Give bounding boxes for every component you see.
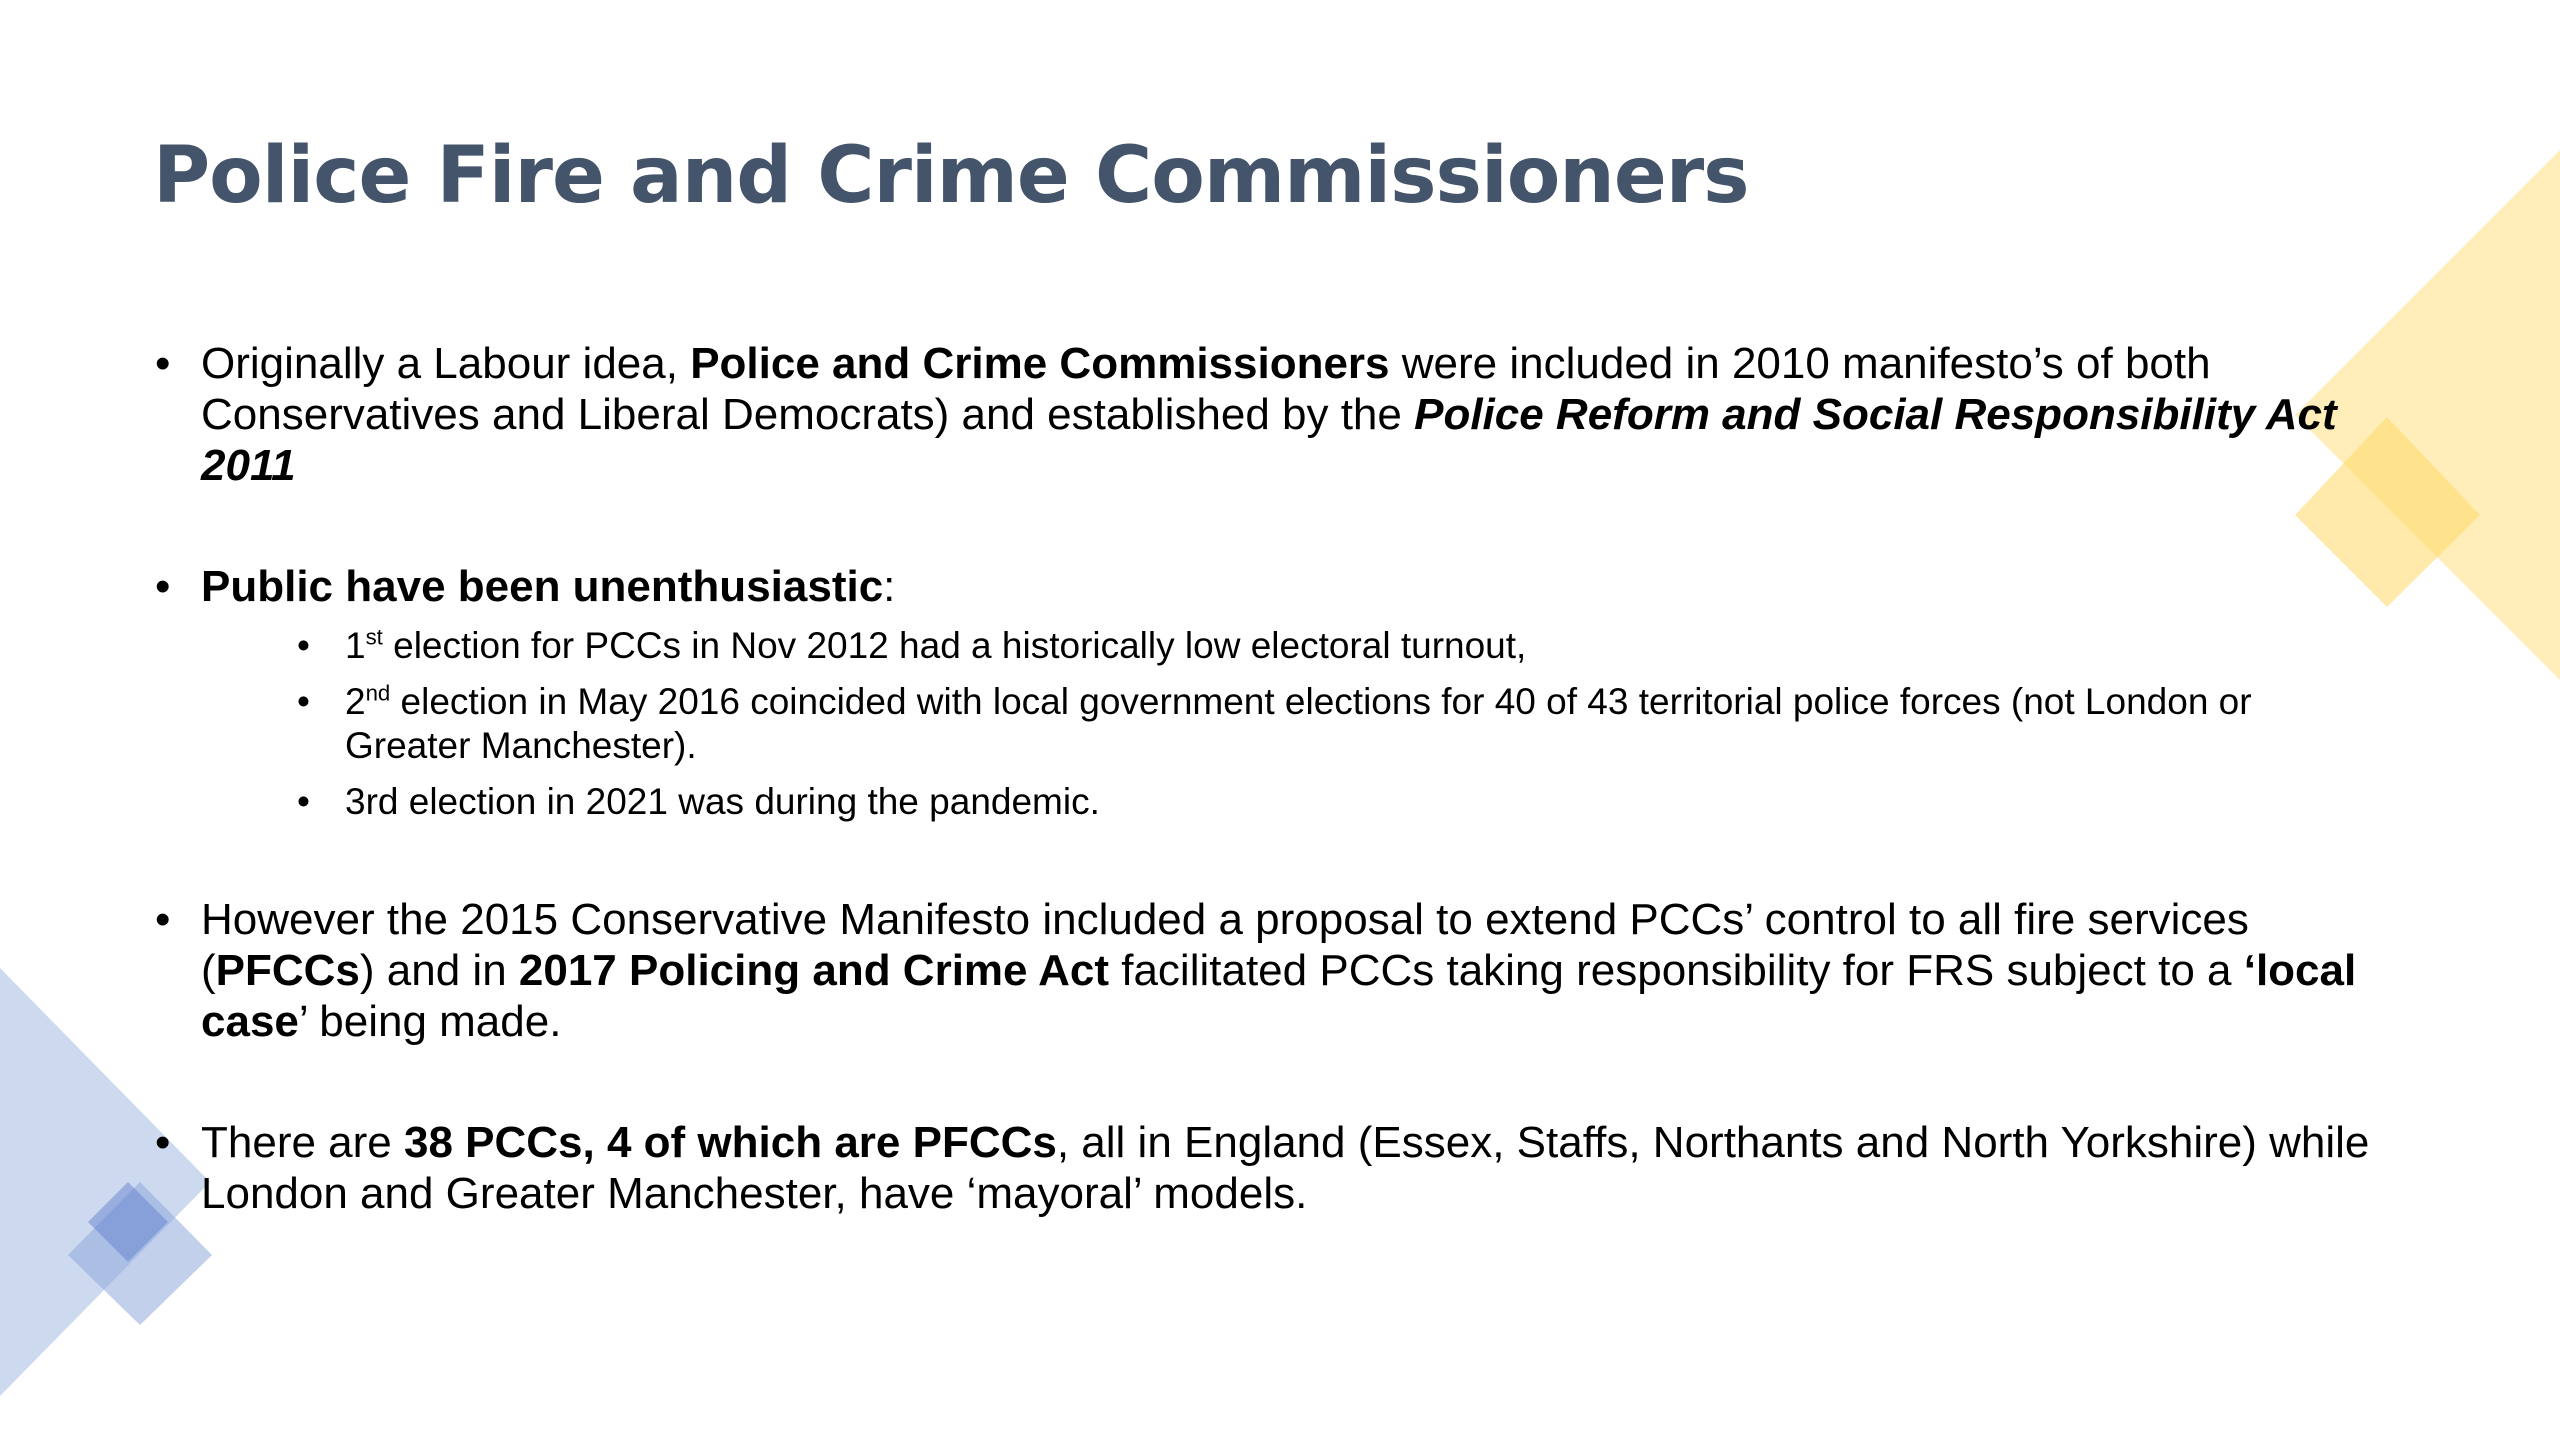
bullet-dot: • (155, 895, 171, 944)
bullet-dot: • (155, 1118, 171, 1167)
sub-bullet-dot: • (297, 625, 310, 666)
sub-bullet-list (201, 624, 2385, 824)
bullet-list (155, 338, 2385, 1219)
sub-bullet-dot: • (297, 781, 310, 822)
bullet-item-count: • There are 38 PCCs, 4 of which are PFCCs, all in England (Essex, Staffs, Northants and North Yorkshire) while London and Greater Manchester, have ‘mayoral’ models. (155, 1118, 2370, 1218)
bullet-item-origin: • Originally a Labour idea, Police and Crime Commissioners were included in 2010 manifesto’s of both Conservatives and Liberal Democrats) and established by the Police Reform and Social Responsibility Act 2011 (155, 339, 2337, 490)
slide-title: Police Fire and Crime Commissioners (153, 131, 1749, 221)
sub-bullet-second-election: • 2nd election in May 2016 coincided with local government elections for 40 of 43 territorial police forces (not London or Greater Manchester). (297, 680, 2252, 766)
sub-bullet-third-election: • 3rd election in 2021 was during the pandemic. (297, 781, 1100, 822)
sub-bullet-first-election: • 1st election for PCCs in Nov 2012 had a historically low electoral turnout, (297, 624, 1527, 666)
bullet-dot: • (155, 339, 171, 388)
sub-bullet-dot: • (297, 681, 310, 722)
bullet-item-public: • Public have been unenthusiastic: • 1st election for PCCs in Nov 2012 had a historically low electoral turnout, • 2nd election in May 2016 coincided with local government elections for 40 of 43 territorial police forces (not London or Greater Manchester). • 3rd election in 2021 was during the pandemic. (155, 561, 2385, 824)
bullet-dot: • (155, 562, 171, 611)
bullet-item-manifesto: • However the 2015 Conservative Manifesto included a proposal to extend PCCs’ control to all fire services (PFCCs) and in 2017 Policing and Crime Act facilitated PCCs taking responsibility for FRS subject to a ‘local case’ being made. (155, 895, 2357, 1046)
